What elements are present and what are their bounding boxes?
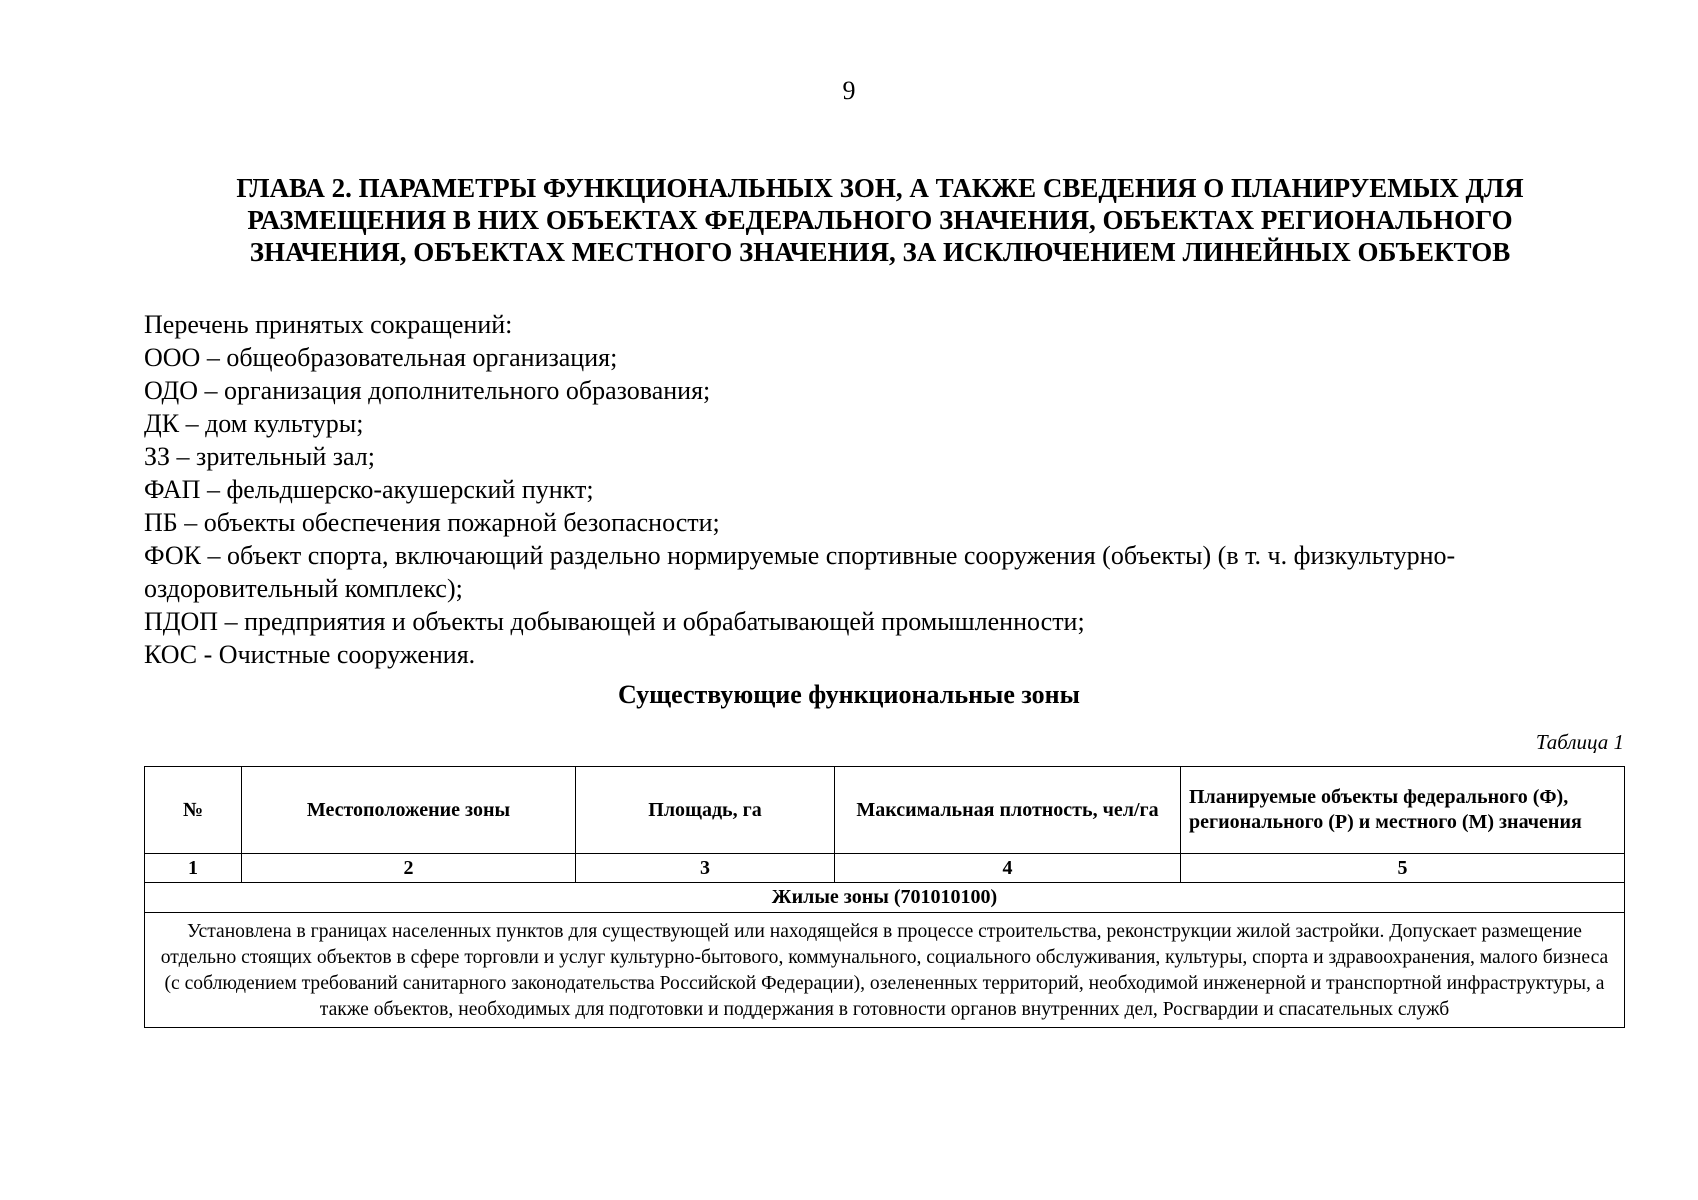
header-planned-objects: Планируемые объекты федерального (Ф), регионального (Р) и местного (М) значения: [1181, 767, 1625, 854]
header-number: №: [145, 767, 242, 854]
abbreviation-item: ПБ – объекты обеспечения пожарной безопасности;: [144, 508, 720, 537]
column-number: 5: [1181, 854, 1625, 883]
abbreviation-item: ФОК – объект спорта, включающий раздельно нормируемые спортивные сооружения (объекты) (в т. ч. физкультурно-оздоровительный комплекс);: [144, 541, 1456, 603]
abbreviation-item: КОС - Очистные сооружения.: [144, 640, 476, 669]
column-number: 4: [835, 854, 1181, 883]
header-max-density: Максимальная плотность, чел/га: [835, 767, 1181, 854]
abbreviation-item: ПДОП – предприятия и объекты добывающей и обрабатывающей промышленности;: [144, 607, 1085, 636]
abbreviation-item: ДК – дом культуры;: [144, 409, 364, 438]
zone-title: Жилые зоны (701010100): [145, 883, 1625, 913]
zone-description: Установлена в границах населенных пунктов для существующей или находящейся в процессе строительства, реконструкции жилой застройки. Допускает размещение отдельно стоящих объектов в сфере торговли и услуг культурно-бытового, коммунального, социального обслуживания, культуры, спорта и здравоохранения, малого бизнеса (с соблюдением требований санитарного законодательства Российской Федерации), озелененных территорий, необходимой инженерной и транспортной инфраструктуры, а также объектов, необходимых для подготовки и поддержания в готовности органов внутренних дел, Росгвардии и спасательных служб: [145, 913, 1625, 1028]
abbreviation-item: ФАП – фельдшерско-акушерский пункт;: [144, 475, 594, 504]
zone-description-row: [145, 913, 1625, 1028]
header-location: Местоположение зоны: [242, 767, 576, 854]
chapter-title: ГЛАВА 2. ПАРАМЕТРЫ ФУНКЦИОНАЛЬНЫХ ЗОН, А ТАКЖЕ СВЕДЕНИЯ О ПЛАНИРУЕМЫХ ДЛЯ РАЗМЕЩЕНИЯ В НИХ ОБЪЕКТАХ ФЕДЕРАЛЬНОГО ЗНАЧЕНИЯ, ОБЪЕКТАХ РЕГИОНАЛЬНОГО ЗНАЧЕНИЯ, ОБЪЕКТАХ МЕСТНОГО ЗНАЧЕНИЯ, ЗА ИСКЛЮЧЕНИЕМ ЛИНЕЙНЫХ ОБЪЕКТОВ: [236, 173, 1524, 267]
page-number: 9: [842, 76, 856, 105]
abbreviation-item: ООО – общеобразовательная организация;: [144, 343, 618, 372]
column-number: 1: [145, 854, 242, 883]
table-header-row: [145, 767, 1625, 854]
column-numbers-row: [145, 854, 1625, 883]
column-number: 2: [242, 854, 576, 883]
abbreviations-list: [144, 308, 1624, 671]
abbreviation-item: ОДО – организация дополнительного образования;: [144, 376, 711, 405]
table-caption: Таблица 1: [1535, 730, 1624, 754]
header-area: Площадь, га: [576, 767, 835, 854]
abbreviations-intro: Перечень принятых сокращений:: [144, 310, 513, 339]
functional-zones-table: [144, 766, 1625, 1028]
abbreviation-item: ЗЗ – зрительный зал;: [144, 442, 376, 471]
section-title: Существующие функциональные зоны: [618, 680, 1080, 709]
zone-title-row: [145, 883, 1625, 913]
column-number: 3: [576, 854, 835, 883]
